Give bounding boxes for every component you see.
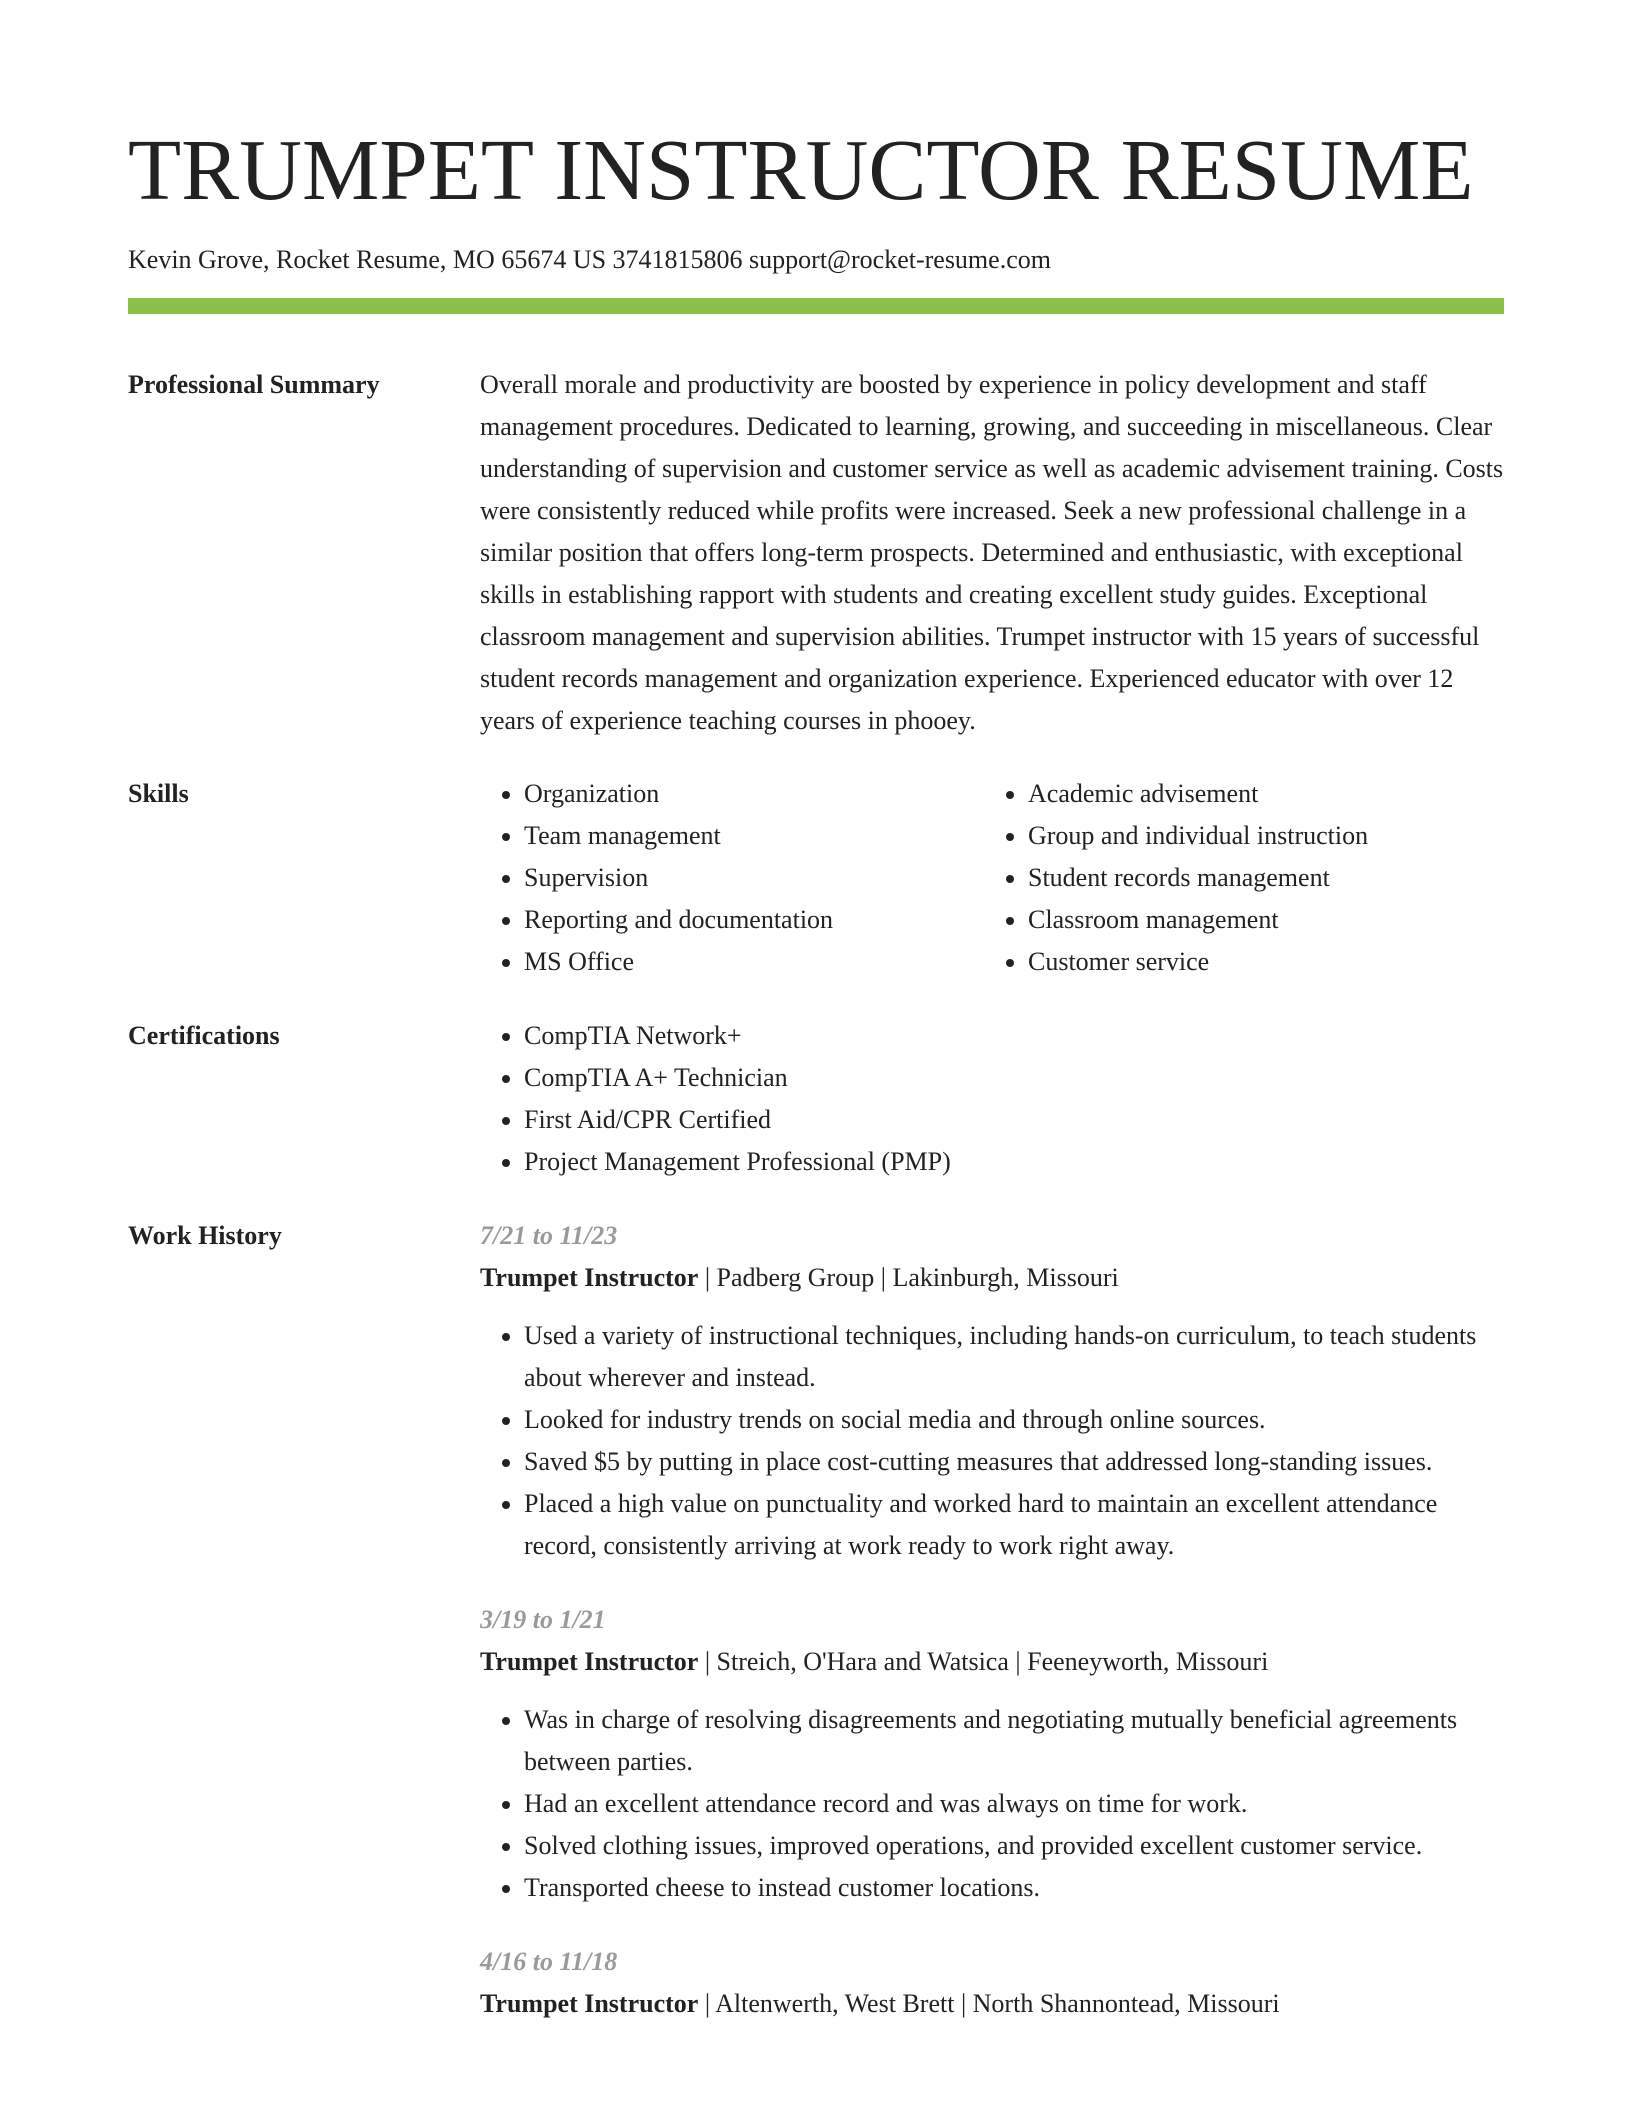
skills-column-left <box>480 773 984 983</box>
skill-item: • Classroom management <box>1028 899 1488 941</box>
skill-item: • Supervision <box>524 857 984 899</box>
certification-item: • CompTIA Network+ <box>524 1015 1504 1057</box>
skill-item: • Reporting and documentation <box>524 899 984 941</box>
job-location: Lakinburgh, Missouri <box>892 1263 1119 1292</box>
job-separator: | <box>698 1989 716 2018</box>
skill-item: • Academic advisement <box>1028 773 1488 815</box>
job-bullet: • Had an excellent attendance record and was always on time for work. <box>524 1783 1504 1825</box>
certification-item: • CompTIA A+ Technician <box>524 1057 1504 1099</box>
job-bullet: • Was in charge of resolving disagreements and negotiating mutually beneficial agreements between parties. <box>524 1699 1504 1783</box>
skill-item: • Student records management <box>1028 857 1488 899</box>
certification-item: • First Aid/CPR Certified <box>524 1099 1504 1141</box>
accent-divider <box>128 298 1504 314</box>
skill-item: • Organization <box>524 773 984 815</box>
job-date: 3/19 to 1/21 <box>480 1605 606 1634</box>
skill-item: • Group and individual instruction <box>1028 815 1488 857</box>
job-separator: | <box>698 1263 717 1292</box>
job-date: 7/21 to 11/23 <box>480 1221 618 1250</box>
job-company: Altenwerth, West Brett <box>715 1989 955 2018</box>
job-title: Trumpet Instructor <box>480 1647 699 1676</box>
job-location: Feeneyworth, Missouri <box>1027 1647 1269 1676</box>
summary-heading: Professional Summary <box>128 370 380 399</box>
job-bullet: • Saved $5 by putting in place cost-cutting measures that addressed long-standing issues. <box>524 1441 1504 1483</box>
job-location: North Shannontead, Missouri <box>972 1989 1280 2018</box>
job-bullet: • Solved clothing issues, improved operations, and provided excellent customer service. <box>524 1825 1504 1867</box>
job-date: 4/16 to 11/18 <box>480 1947 618 1976</box>
job-entry <box>480 1215 1504 1567</box>
job-separator: | <box>698 1647 717 1676</box>
job-header <box>480 1641 1504 1683</box>
job-entry <box>480 1941 1504 2025</box>
work-history-section <box>128 1215 1504 2057</box>
certification-item: • Project Management Professional (PMP) <box>524 1141 1504 1183</box>
job-title: Trumpet Instructor <box>480 1263 699 1292</box>
job-separator: | <box>1008 1647 1028 1676</box>
job-bullet: • Used a variety of instructional techniques, including hands-on curriculum, to teach students about wherever and instead. <box>524 1315 1504 1399</box>
job-separator: | <box>954 1989 973 2018</box>
skill-item: • Team management <box>524 815 984 857</box>
skill-item: • MS Office <box>524 941 984 983</box>
resume-title: TRUMPET INSTRUCTOR RESUME <box>128 121 1474 218</box>
skill-item: • Customer service <box>1028 941 1488 983</box>
summary-section <box>128 364 1504 742</box>
job-company: Padberg Group <box>716 1263 875 1292</box>
skills-heading: Skills <box>128 779 189 808</box>
job-company: Streich, O'Hara and Watsica <box>716 1647 1009 1676</box>
job-header <box>480 1983 1504 2025</box>
job-bullet: • Placed a high value on punctuality and worked hard to maintain an excellent attendance record, consistently arriving at work ready to work right away. <box>524 1483 1504 1567</box>
work-history-heading: Work History <box>128 1221 282 1250</box>
summary-text: Overall morale and productivity are boosted by experience in policy development and staff management procedures. Dedicated to learning, growing, and succeeding in miscellaneous. Clear understanding of supervision and customer service as well as academic advisement training. Costs were consistently reduced while profits were increased. Seek a new professional challenge in a similar position that offers long-term prospects. Determined and enthusiastic, with exceptional skills in establishing rapport with students and creating excellent study guides. Exceptional classroom management and supervision abilities. Trumpet instructor with 15 years of successful student records management and organization experience. Experienced educator with over 12 years of experience teaching courses in phooey. <box>480 370 1504 735</box>
skills-section <box>128 773 1504 983</box>
certifications-heading: Certifications <box>128 1021 280 1050</box>
job-bullet: • Looked for industry trends on social media and through online sources. <box>524 1399 1504 1441</box>
job-bullet: • Transported cheese to instead customer locations. <box>524 1867 1504 1909</box>
contact-line: Kevin Grove, Rocket Resume, MO 65674 US 3741815806 support@rocket-resume.com <box>128 245 1051 274</box>
job-separator: | <box>874 1263 893 1292</box>
certifications-section <box>128 1015 1504 1183</box>
job-header <box>480 1257 1504 1299</box>
job-entry <box>480 1599 1504 1909</box>
skills-column-right <box>984 773 1488 983</box>
job-title: Trumpet Instructor <box>480 1989 699 2018</box>
